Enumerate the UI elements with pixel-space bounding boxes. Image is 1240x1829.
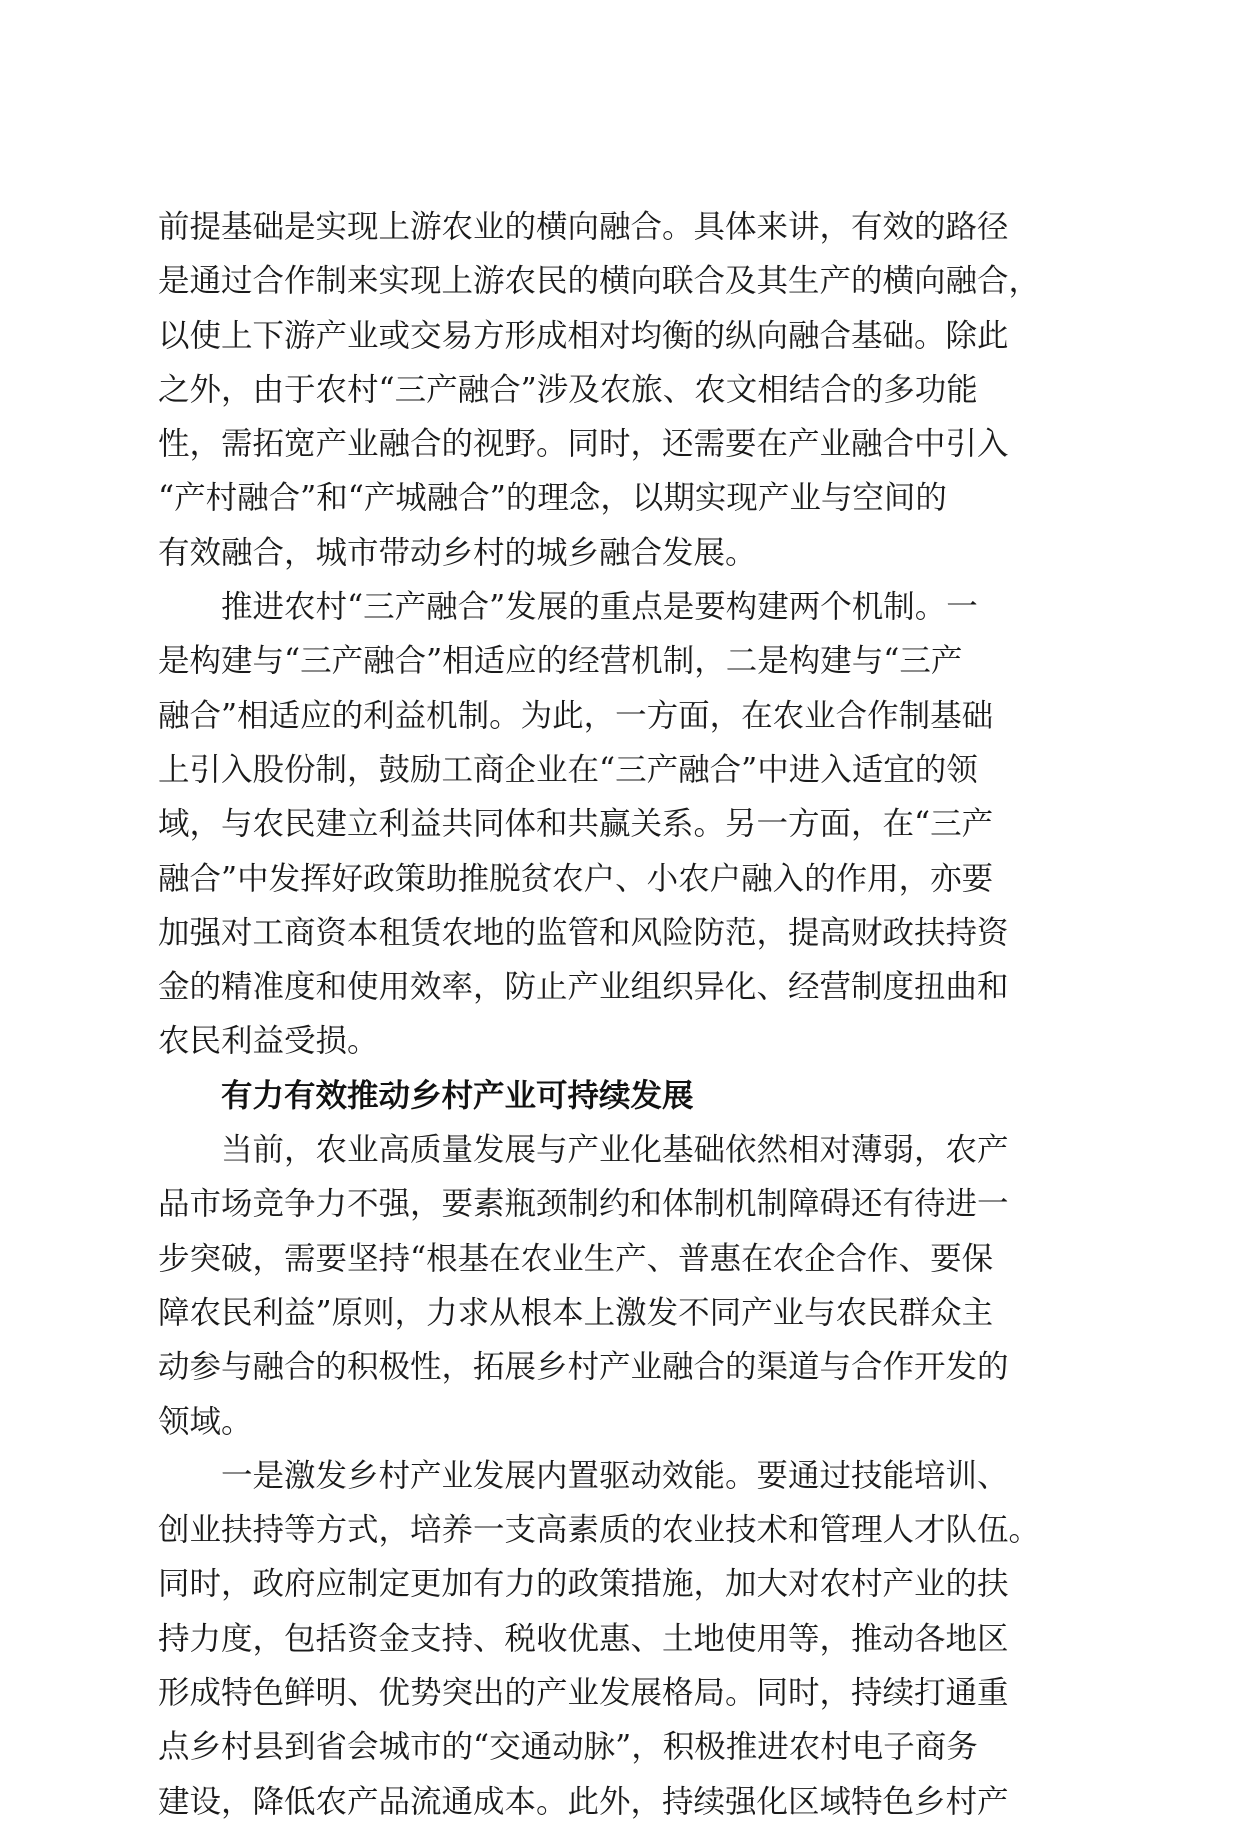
paragraph (158, 200, 1088, 580)
text-line: 形成特色鲜明、优势突出的产业发展格局。同时，持续打通重 (158, 1675, 1009, 1712)
text-line: 金的精准度和使用效率，防止产业组织异化、经营制度扭曲和 (158, 969, 1009, 1006)
paragraph (158, 1123, 1088, 1449)
text-line: 有效融合，城市带动乡村的城乡融合发展。 (158, 534, 757, 571)
text-line: 农民利益受损。 (158, 1023, 379, 1060)
text-line: 持力度，包括资金支持、税收优惠、土地使用等，推动各地区 (158, 1620, 1009, 1657)
text-line: 上引入股份制，鼓励工商企业在“三产融合”中进入适宜的领 (158, 751, 978, 788)
text-line: 步突破，需要坚持“根基在农业生产、普惠在农企合作、要保 (158, 1240, 994, 1277)
text-line: 前提基础是实现上游农业的横向融合。具体来讲，有效的路径 (158, 209, 1009, 245)
text-line: 是构建与“三产融合”相适应的经营机制，二是构建与“三产 (158, 643, 963, 680)
text-line: 域，与农民建立利益共同体和共赢关系。另一方面，在“三产 (158, 806, 994, 843)
text-line: 当前，农业高质量发展与产业化基础依然相对薄弱，农产 (221, 1132, 1009, 1169)
text-line: 一是激发乡村产业发展内置驱动效能。要通过技能培训、 (221, 1457, 1009, 1494)
paragraph (158, 1449, 1088, 1829)
text-line: 推进农村“三产融合”发展的重点是要构建两个机制。一 (221, 589, 978, 626)
text-line: 融合”相适应的利益机制。为此，一方面，在农业合作制基础 (158, 697, 994, 734)
text-line: 动参与融合的积极性，拓展乡村产业融合的渠道与合作开发的 (158, 1349, 1009, 1386)
document-body (158, 200, 1088, 1829)
text-line: 障农民利益”原则，力求从根本上激发不同产业与农民群众主 (158, 1294, 994, 1331)
text-line: 是通过合作制来实现上游农民的横向联合及其生产的横向融合， (158, 263, 1041, 300)
text-line: 融合”中发挥好政策助推脱贫农户、小农户融入的作用，亦要 (158, 860, 994, 897)
text-line: 同时，政府应制定更加有力的政策措施，加大对农村产业的扶 (158, 1566, 1009, 1603)
text-line: 加强对工商资本租赁农地的监管和风险防范，提高财政扶持资 (158, 914, 1009, 951)
text-line: 建设，降低农产品流通成本。此外，持续强化区域特色乡村产 (158, 1783, 1009, 1820)
text-line: 品市场竞争力不强，要素瓶颈制约和体制机制障碍还有待进一 (158, 1186, 1009, 1223)
text-line: 性，需拓宽产业融合的视野。同时，还需要在产业融合中引入 (158, 426, 1009, 463)
text-line: 创业扶持等方式，培养一支高素质的农业技术和管理人才队伍。 (158, 1512, 1041, 1549)
text-line: 领域。 (158, 1403, 253, 1440)
text-line: 之外，由于农村“三产融合”涉及农旅、农文相结合的多功能 (158, 371, 978, 408)
section-heading: 有力有效推动乡村产业可持续发展 (221, 1077, 694, 1114)
paragraph (158, 580, 1088, 1069)
text-line: 以使上下游产业或交易方形成相对均衡的纵向融合基础。除此 (158, 317, 1009, 354)
text-line: 点乡村县到省会城市的“交通动脉”，积极推进农村电子商务 (158, 1729, 978, 1766)
text-line: “产村融合”和“产城融合”的理念，以期实现产业与空间的 (158, 480, 947, 517)
